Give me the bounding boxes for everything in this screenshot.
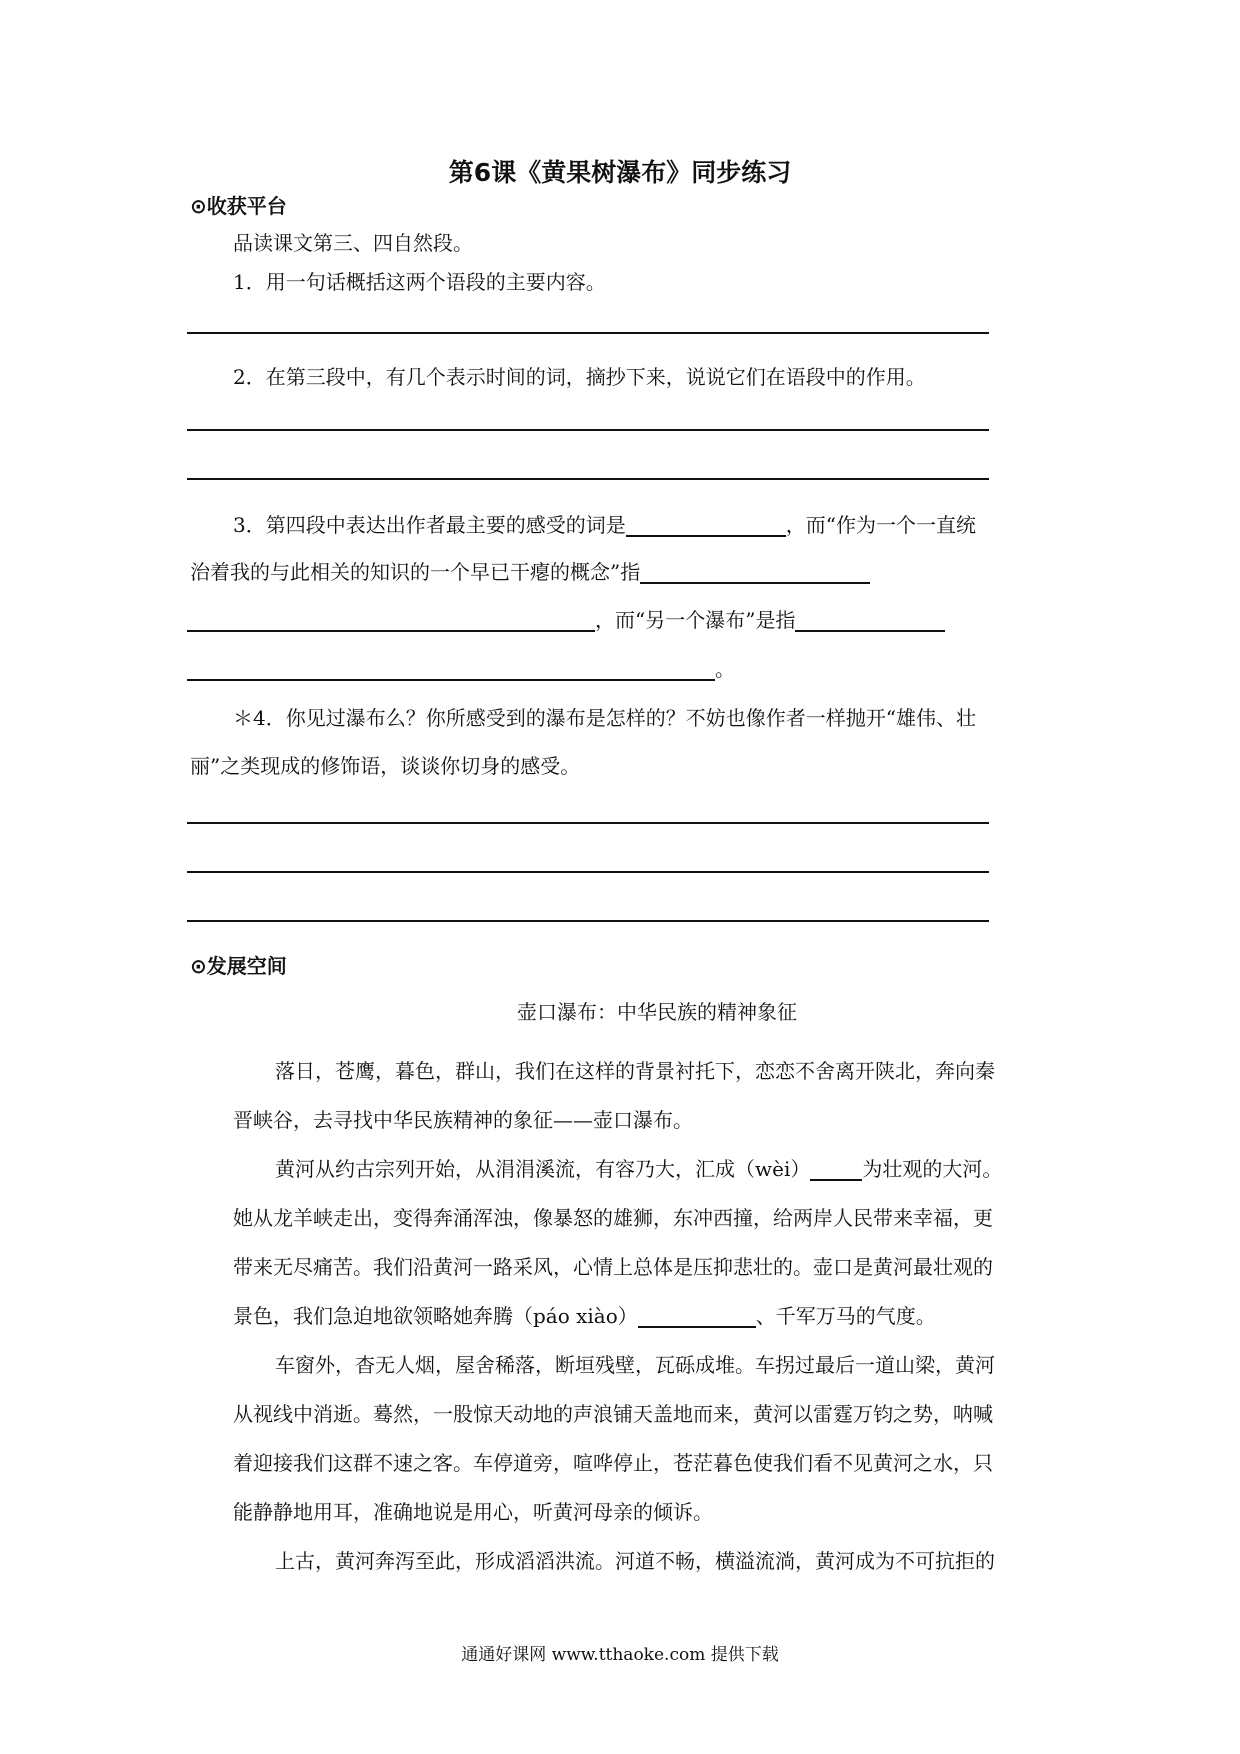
blank-q3-other-waterfall-cont[interactable] <box>187 657 715 681</box>
question-3-line4 <box>187 653 735 682</box>
article-p2-line3: 带来无尽痛苦。我们沿黄河一路采风，心情上总体是压抑悲壮的。壶口是黄河最壮观的 <box>233 1255 993 1279</box>
question-3-text-c: 治着我的与此相关的知识的一个早已干瘪的概念”指 <box>190 560 641 584</box>
answer-line-q4-3[interactable] <box>187 920 989 922</box>
article-p2-line4 <box>233 1300 936 1329</box>
answer-line-q4-2[interactable] <box>187 871 989 873</box>
article-p3-line1: 车窗外，杳无人烟，屋舍稀落，断垣残壁，瓦砾成堆。车拐过最后一道山梁，黄河 <box>275 1353 995 1377</box>
article-p2-line2: 她从龙羊峡走出，变得奔涌浑浊，像暴怒的雄狮，东冲西撞，给两岸人民带来幸福，更 <box>233 1206 993 1230</box>
blank-wei[interactable] <box>810 1157 862 1181</box>
blank-paoxiao[interactable] <box>638 1304 756 1328</box>
answer-line-q4-1[interactable] <box>187 822 989 824</box>
article-title: 壶口瀑布：中华民族的精神象征 <box>517 1000 797 1024</box>
article-p1-line2: 晋峡谷，去寻找中华民族精神的象征——壶口瀑布。 <box>233 1108 693 1132</box>
answer-line-q1[interactable] <box>187 332 989 334</box>
answer-line-q2-2[interactable] <box>187 478 989 480</box>
article-p3-line2: 从视线中消逝。蓦然，一股惊天动地的声浪铺天盖地而来，黄河以雷霆万钧之势，呐喊 <box>233 1402 993 1426</box>
section-heading-harvest: ⊙收获平台 <box>190 194 287 218</box>
blank-q3-feeling-word[interactable] <box>626 513 786 537</box>
article-p3-line4: 能静静地用耳，准确地说是用心，听黄河母亲的倾诉。 <box>233 1500 713 1524</box>
article-p1-line1: 落日，苍鹰，暮色，群山，我们在这样的背景衬托下，恋恋不舍离开陕北，奔向秦 <box>275 1059 995 1083</box>
article-p2-text-a1: 黄河从约古宗列开始，从涓涓溪流，有容乃大，汇成（wèi） <box>275 1157 811 1181</box>
section-heading-development: ⊙发展空间 <box>190 954 287 978</box>
question-1: 1．用一句话概括这两个语段的主要内容。 <box>233 270 606 294</box>
question-3-text-a: 3．第四段中表达出作者最主要的感受的词是 <box>233 513 626 537</box>
question-4-line1: ＊4．你见过瀑布么？你所感受到的瀑布是怎样的？不妨也像作者一样抛开“雄伟、壮 <box>233 706 976 730</box>
article-p2-text-d2: 、千军万马的气度。 <box>755 1304 936 1328</box>
article-p4-line1: 上古，黄河奔泻至此，形成滔滔洪流。河道不畅，横溢流淌，黄河成为不可抗拒的 <box>275 1549 995 1573</box>
page-title: 第6课《黄果树瀑布》同步练习 <box>448 158 792 187</box>
page-footer: 通通好课网 www.tthaoke.com 提供下载 <box>461 1645 779 1665</box>
question-3-line1 <box>233 509 976 538</box>
question-3-text-b: ，而“作为一个一直统 <box>785 513 976 537</box>
question-4-line2: 丽”之类现成的修饰语，谈谈你切身的感受。 <box>190 754 581 778</box>
question-3-line3 <box>187 604 945 633</box>
question-3-line2 <box>190 556 870 585</box>
question-2: 2．在第三段中，有几个表示时间的词，摘抄下来，说说它们在语段中的作用。 <box>233 365 926 389</box>
blank-q3-other-waterfall[interactable] <box>795 608 945 632</box>
article-p3-line3: 着迎接我们这群不速之客。车停道旁，喧哗停止，苍茫暮色使我们看不见黄河之水，只 <box>233 1451 993 1475</box>
question-3-text-d: ，而“另一个瀑布”是指 <box>595 608 796 632</box>
question-3-text-e: 。 <box>715 657 735 681</box>
article-p2-text-d1: 景色，我们急迫地欲领略她奔腾（páo xiào） <box>233 1304 638 1328</box>
answer-line-q2-1[interactable] <box>187 429 989 431</box>
article-p2-line1 <box>275 1153 1002 1182</box>
intro-text: 品读课文第三、四自然段。 <box>233 231 473 255</box>
article-p2-text-a2: 为壮观的大河。 <box>862 1157 1003 1181</box>
blank-q3-concept-cont[interactable] <box>187 608 595 632</box>
blank-q3-concept[interactable] <box>640 560 870 584</box>
